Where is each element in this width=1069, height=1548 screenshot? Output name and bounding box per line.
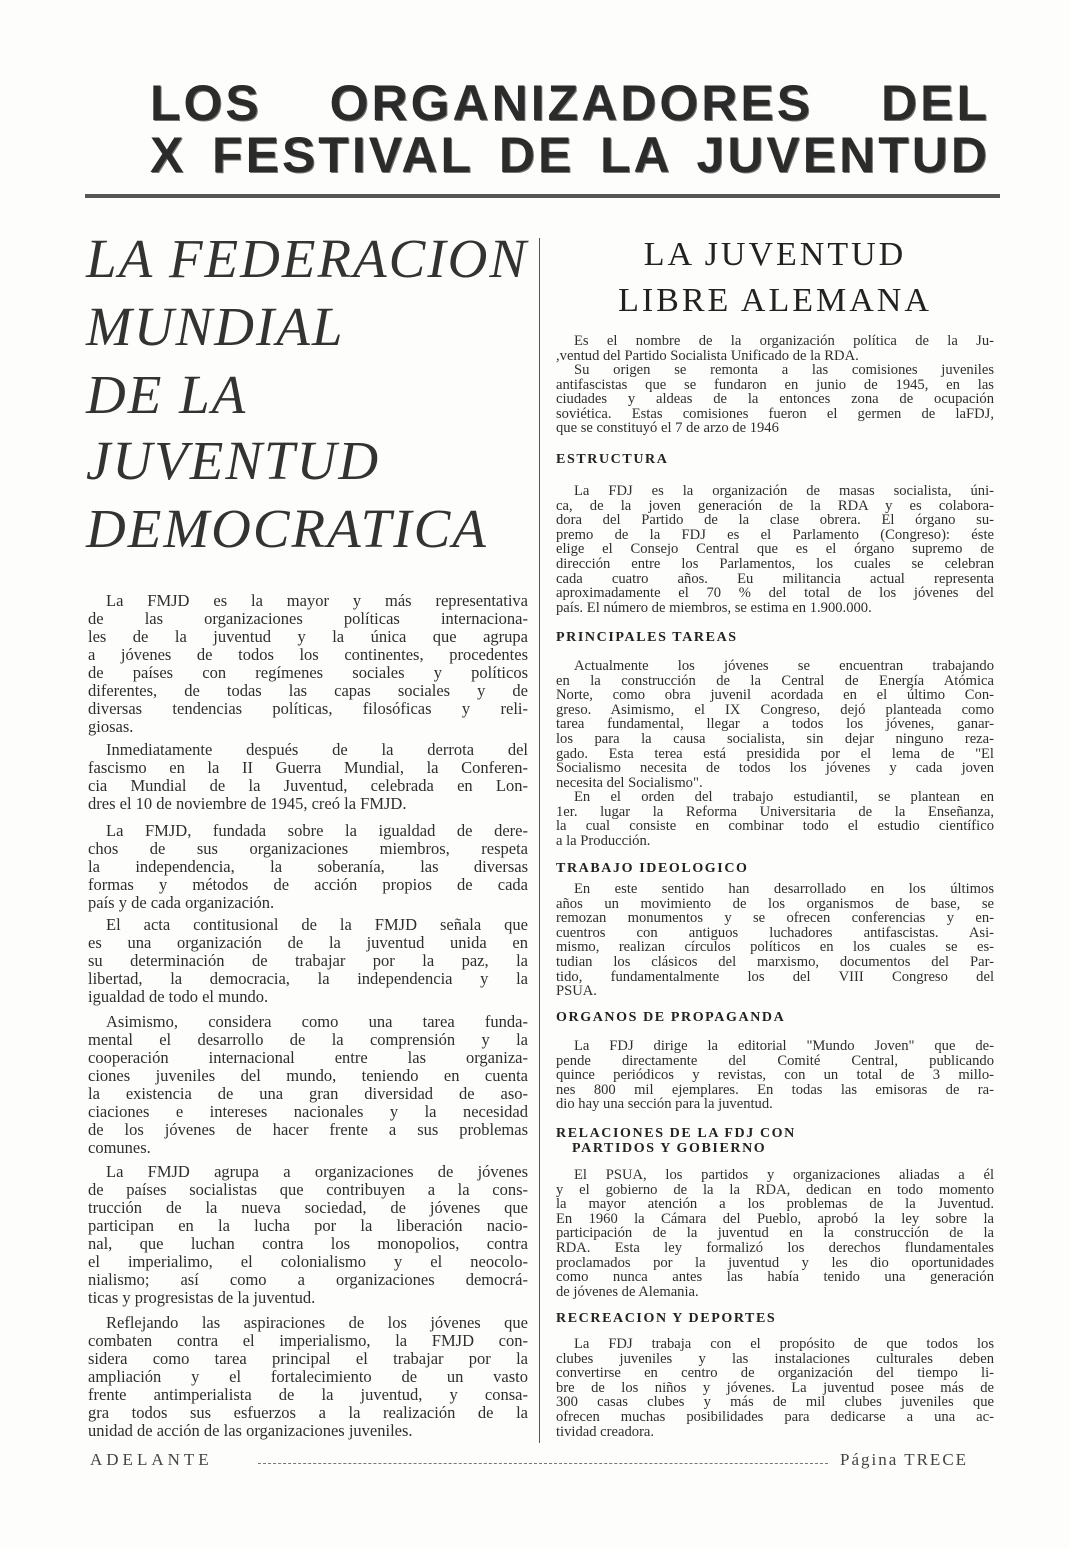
text-line: clubes juveniles y las instalaciones culturales deben — [556, 1351, 994, 1367]
right-paragraph — [556, 659, 994, 790]
text-line: de países con regímenes sociales y políticos — [88, 664, 528, 682]
left-paragraph — [88, 592, 528, 736]
text-line: fascismo en la II Guerra Mundial, la Conferen- — [88, 759, 528, 777]
text-line: La FDJ trabaja con el propósito de que todos los — [574, 1337, 994, 1352]
text-line: como nunca antes las había tenido una generación — [556, 1270, 994, 1285]
text-line: Es el nombre de la organización política de la Ju- — [574, 334, 994, 349]
text-line: giosas. — [88, 718, 134, 736]
left-paragraph — [88, 1163, 528, 1307]
text-line: cuentros con antiguos luchadores antifascistas. Asi- — [556, 925, 994, 941]
text-line: frente antimperialista de la juventud, y consa- — [88, 1386, 528, 1404]
text-line: La FMJD es la mayor y más representativa — [106, 592, 528, 610]
left-paragraph — [88, 1013, 528, 1157]
left-paragraph — [88, 822, 528, 912]
text-line: ticas y progresistas de la juventud. — [88, 1289, 316, 1307]
text-line: mental el desarrollo de la comprensión y la — [88, 1031, 528, 1049]
text-line: dres el 10 de noviembre de 1945, creó la FMJD. — [88, 795, 407, 813]
left-title-line: MUNDIAL — [86, 296, 345, 357]
section-heading: PARTIDOS Y GOBIERNO — [572, 1141, 767, 1156]
page-number: Página TRECE — [840, 1450, 969, 1469]
text-line: antifascistas que se fundaron en junio de 1945, en las — [556, 377, 994, 393]
text-line: y el gobierno de la la RDA, dedican en todo momento — [556, 1182, 994, 1198]
text-line: dirección entre los Parlamentos, los cuales se celebran — [556, 556, 994, 572]
text-line: nialismo; así como a organizaciones democrá- — [88, 1271, 528, 1289]
text-line: trucción de la nueva sociedad, de jóvenes que — [88, 1199, 528, 1217]
text-line: gra todos sus esfuerzos a la realización de la — [88, 1404, 528, 1422]
right-paragraph — [556, 484, 994, 615]
headline-rule — [85, 194, 1000, 198]
section-heading: RECREACION Y DEPORTES — [556, 1311, 777, 1326]
text-line: ofrecen muchas posibilidades para dedicarse a una ac- — [556, 1409, 994, 1425]
text-line: tarea fundamental, llegar a todos los jóvenes, ganar- — [556, 717, 994, 732]
text-line: la existencia de una gran diversidad de aso- — [88, 1085, 528, 1103]
text-line: ca, de la joven generación de la RDA y es colabora- — [556, 498, 994, 514]
right-paragraph — [556, 882, 994, 999]
left-title-line: DEMOCRATICA — [86, 498, 488, 559]
right-paragraph — [556, 1168, 994, 1299]
text-line: de jóvenes de Alemania. — [556, 1284, 699, 1300]
text-line: elige el Consejo Central que es el órgano supremo de — [556, 542, 994, 557]
text-line: formas y métodos de acción propios de cada — [88, 876, 528, 894]
text-line: mismo, realizan círculos políticos en los cuales se es- — [556, 940, 994, 955]
section-heading: RELACIONES DE LA FDJ CON — [556, 1126, 796, 1141]
text-line: Su origen se remonta a las comisiones juveniles — [574, 363, 994, 378]
text-line: la cual consiste en combinar todo el estudio científico — [556, 819, 994, 834]
text-line: años un movimiento de los organismos de base, se — [556, 896, 994, 912]
text-line: ciones juveniles del mundo, teniendo en cuenta — [88, 1067, 528, 1085]
text-line: En este sentido han desarrollado en los últimos — [574, 882, 994, 897]
right-paragraph — [556, 1039, 994, 1112]
right-paragraph — [556, 334, 994, 363]
text-line: ciaciones e intereses nacionales y la necesidad — [88, 1103, 528, 1121]
text-line: ampliación y el fortalecimiento de un vasto — [88, 1368, 528, 1386]
right-title-line: LIBRE ALEMANA — [618, 282, 932, 319]
headline-line-1: LOS ORGANIZADORES DEL — [150, 75, 990, 131]
text-line: bre de los niños y jóvenes. La juventud posee más de — [556, 1380, 994, 1396]
text-line: La FDJ dirige la editorial "Mundo Joven" que de- — [574, 1039, 994, 1054]
text-line: pende directamente del Comité Central, publicando — [556, 1053, 994, 1069]
text-line: ciudades y aldeas de la entonces zona de ocupación — [556, 392, 994, 407]
text-line: Reflejando las aspiraciones de los jóvenes que — [106, 1314, 528, 1332]
text-line: de países socialistas que contribuyen a la cons- — [88, 1181, 528, 1199]
text-line: tividad creadora. — [556, 1424, 655, 1440]
text-line: soviética. Estas comisiones fueron el germen de laFDJ, — [556, 406, 994, 422]
text-line: dora del Partido de la clase obrera. El órgano su- — [556, 513, 994, 528]
left-title-line: DE LA — [86, 364, 248, 425]
column-divider — [539, 238, 540, 1443]
left-paragraph — [88, 741, 528, 813]
text-line: quince periódicos y revistas, con un total de 3 millo- — [556, 1068, 994, 1083]
text-line: gado. Esta terea está presidida por el lema de "El — [556, 746, 994, 762]
text-line: es una organización de la juventud unida en — [88, 934, 528, 952]
text-line: en la construcción de la Central de Energía Atómica — [556, 673, 994, 689]
text-line: de las organizaciones políticas internaciona- — [88, 610, 528, 628]
right-paragraph — [556, 1337, 994, 1439]
left-title-line: JUVENTUD — [86, 430, 381, 491]
right-paragraph — [556, 790, 994, 848]
text-line: RDA. Esta ley formalizó los derechos flundamentales — [556, 1240, 994, 1256]
text-line: país. El número de miembros, se estima en 1.900.000. — [556, 600, 872, 616]
text-line: 300 casas clubes y más de mil clubes juveniles que — [556, 1395, 994, 1410]
right-title-line: LA JUVENTUD — [643, 236, 907, 273]
text-line: unidad de acción de las organizaciones juveniles. — [88, 1422, 413, 1440]
text-line: nes 800 mil ejemplares. En todas las emisoras de ra- — [556, 1082, 994, 1098]
text-line: proclamados por la juventud y les dio oportunidades — [556, 1255, 994, 1271]
text-line: diferentes, de todas las capas sociales y de — [88, 682, 528, 700]
left-title-line: LA FEDERACION — [86, 228, 529, 289]
text-line: el imperialimo, el colonialismo y el neocolo- — [88, 1253, 528, 1271]
text-line: tudian los clásicos del marxismo, documentos del Par- — [556, 954, 994, 970]
footer-rule — [258, 1463, 828, 1465]
text-line: convertirse en centro de organización del tiempo li- — [556, 1366, 994, 1381]
text-line: país y de cada organización. — [88, 894, 275, 912]
text-line: su determinación de trabajar por la paz, la — [88, 952, 528, 970]
text-line: greso. Asimismo, el IX Congreso, dejó planteada como — [556, 702, 994, 718]
text-line: remozan monumentos y se ofrecen conferencias y en- — [556, 911, 994, 926]
left-paragraph — [88, 1314, 528, 1440]
text-line: En el orden del trabajo estudiantil, se plantean en — [574, 790, 994, 805]
text-line: que se constituyó el 7 de arzo de 1946 — [556, 421, 779, 436]
text-line: El acta contitusional de la FMJD señala que — [106, 916, 528, 934]
publication-name: ADELANTE — [90, 1450, 213, 1469]
section-heading: PRINCIPALES TAREAS — [556, 630, 738, 645]
text-line: a la Producción. — [556, 833, 651, 849]
text-line: la independencia, la soberanía, las diversas — [88, 858, 528, 876]
text-line: 1er. lugar la Reforma Universitaria de la Enseñanza, — [556, 804, 994, 820]
text-line: Inmediatamente después de la derrota del — [106, 741, 528, 759]
headline-line-2: X FESTIVAL DE LA JUVENTUD — [150, 127, 990, 183]
text-line: igualdad de todo el mundo. — [88, 988, 269, 1006]
text-line: comunes. — [88, 1139, 151, 1157]
section-heading: ESTRUCTURA — [556, 452, 669, 467]
text-line: la mayor atención a los problemas de la Juventud. — [556, 1197, 994, 1212]
text-line: nal, que luchan contra los monopolios, contra — [88, 1235, 528, 1253]
text-line: cada cuatro años. Eu militancia actual representa — [556, 571, 994, 587]
text-line: participan en la lucha por la liberación nacio- — [88, 1217, 528, 1235]
text-line: a jóvenes de todos los continentes, procedentes — [88, 646, 528, 664]
text-line: PSUA. — [556, 984, 597, 999]
text-line: dio hay una sección para la juventud. — [556, 1097, 773, 1112]
section-heading: TRABAJO IDEOLOGICO — [556, 861, 749, 876]
text-line: participación de la juventud en la construcción de la — [556, 1226, 994, 1241]
section-heading: ORGANOS DE PROPAGANDA — [556, 1010, 786, 1025]
text-line: diversas tendencias políticas, filosóficas y reli- — [88, 700, 528, 718]
text-line: La FMJD agrupa a organizaciones de jóvenes — [106, 1163, 528, 1181]
text-line: La FMJD, fundada sobre la igualdad de dere- — [106, 822, 528, 840]
text-line: sidera como tarea principal el trabajar por la — [88, 1350, 528, 1368]
text-line: chos de sus organizaciones miembros, respeta — [88, 840, 528, 858]
text-line: combaten contra el imperialismo, la FMJD con- — [88, 1332, 528, 1350]
text-line: Actualmente los jóvenes se encuentran trabajando — [574, 659, 994, 674]
left-paragraph — [88, 916, 528, 1006]
text-line: cia Mundial de la Juventud, celebrada en Lon- — [88, 777, 528, 795]
text-line: cooperación internacional entre las organiza- — [88, 1049, 528, 1067]
text-line: Norte, como obra juvenil acordada en el último Con- — [556, 688, 994, 703]
text-line: libertad, la democracia, la independencia y la — [88, 970, 528, 988]
text-line: premo de la FDJ es el Parlamento (Congreso): éste — [556, 527, 994, 543]
text-line: aproximadamente el 70 % del total de los jóvenes del — [556, 586, 994, 601]
text-line: Socialismo necesita de todos los jóvenes y cada joven — [556, 761, 994, 776]
text-line: El PSUA, los partidos y organizaciones aliadas a él — [574, 1168, 994, 1183]
text-line: los para la causa socialista, sin dejar ninguno reza- — [556, 731, 994, 747]
text-line: de los jóvenes de hacer frente a sus problemas — [88, 1121, 528, 1139]
text-line: ,ventud del Partido Socialista Unificado de la RDA. — [556, 348, 859, 364]
text-line: En 1960 la Cámara del Pueblo, aprobó la ley sobre la — [556, 1211, 994, 1227]
text-line: Asimismo, considera como una tarea funda- — [106, 1013, 528, 1031]
text-line: La FDJ es la organización de masas socialista, úni- — [574, 484, 994, 499]
text-line: les de la juventud y la única que agrupa — [88, 628, 528, 646]
text-line: tido, fundamentalmente los del VIII Congreso del — [556, 969, 994, 985]
right-paragraph — [556, 363, 994, 436]
text-line: necesita del Socialismo". — [556, 775, 703, 791]
